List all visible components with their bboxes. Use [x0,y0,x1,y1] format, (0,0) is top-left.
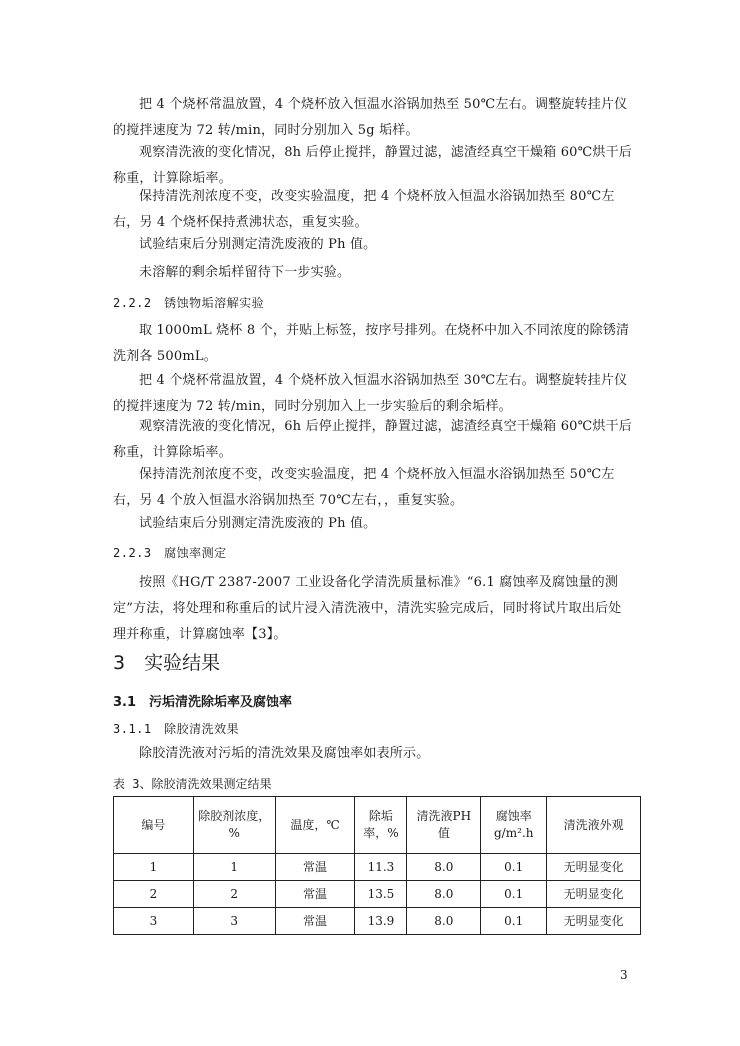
paragraph: 试验结束后分别测定清洗废液的 Ph 值。 [139,516,377,531]
table-caption: 表 3、除胶清洗效果测定结果 [113,777,272,791]
table-cell: 无明显变化 [547,881,641,908]
table-cell: 无明显变化 [547,908,641,935]
table-header-cell: 清洗液外观 [547,797,641,854]
paragraph: 取 1000mL 烧杯 8 个，并贴上标签，按序号排列。在烧杯中加入不同浓度的除锈清洗剂各 500mL。 [113,323,630,364]
paragraph: 把 4 个烧杯常温放置，4 个烧杯放入恒温水浴锅加热至 30℃左右。调整旋转挂片仪的搅拌速度为 72 转/min，同时分别加入上一步实验后的剩余垢样。 [113,373,628,414]
page-number: 3 [620,968,628,982]
table-cell: 8.0 [407,854,481,881]
paragraph: 除胶清洗液对污垢的清洗效果及腐蚀率如表所示。 [139,746,430,761]
paragraph: 观察清洗液的变化情况，6h 后停止搅拌，静置过滤，滤渣经真空干燥箱 60℃烘干后称重，计算除垢率。 [113,419,632,460]
table-cell: 0.1 [481,854,547,881]
table-cell: 13.5 [355,881,407,908]
paragraph: 未溶解的剩余垢样留待下一步实验。 [139,265,351,280]
table-cell: 常温 [275,908,355,935]
table-header-row [114,797,641,854]
table-row [114,908,641,935]
section-heading-2-2-3: 2.2.3 腐蚀率测定 [113,546,227,560]
paragraph: 试验结束后分别测定清洗废液的 Ph 值。 [139,237,377,252]
paragraph: 观察清洗液的变化情况，8h 后停止搅拌，静置过滤，滤渣经真空干燥箱 60℃烘干后称重，计算除垢率。 [113,145,632,186]
table-header-cell: 温度，℃ [275,797,355,854]
section-heading-3-1: 3.1 污垢清洗除垢率及腐蚀率 [113,695,293,710]
table-header-cell: 编号 [114,797,194,854]
results-table [113,796,641,935]
paragraph: 把 4 个烧杯常温放置，4 个烧杯放入恒温水浴锅加热至 50℃左右。调整旋转挂片仪的搅拌速度为 72 转/min，同时分别加入 5g 垢样。 [113,97,628,138]
table-row [114,881,641,908]
table-cell: 11.3 [355,854,407,881]
table-cell: 8.0 [407,881,481,908]
table-row [114,854,641,881]
paragraph: 保持清洗剂浓度不变，改变实验温度，把 4 个烧杯放入恒温水浴锅加热至 80℃左右，另 4 个烧杯保持煮沸状态，重复实验。 [113,189,615,230]
table-cell: 13.9 [355,908,407,935]
table-cell: 3 [114,908,194,935]
table-cell: 0.1 [481,908,547,935]
table-cell: 常温 [275,854,355,881]
table-cell: 1 [114,854,194,881]
table-cell: 1 [193,854,275,881]
table-cell: 2 [114,881,194,908]
table-cell: 无明显变化 [547,854,641,881]
table-cell: 0.1 [481,881,547,908]
table-cell: 常温 [275,881,355,908]
paragraph: 按照《HG/T 2387-2007 工业设备化学清洗质量标准》“6.1 腐蚀率及腐蚀量的测定”方法，将处理和称重后的试片浸入清洗液中，清洗实验完成后，同时将试片取出后处理并称重，计算腐蚀率【3】。 [113,575,622,642]
table-header-cell: 腐蚀率 g/m².h [481,797,547,854]
table-header-cell: 除垢率，% [355,797,407,854]
table-cell: 8.0 [407,908,481,935]
table-header-cell: 除胶剂浓度，% [193,797,275,854]
table-header-cell: 清洗液PH 值 [407,797,481,854]
section-heading-3-1-1: 3.1.1 除胶清洗效果 [113,722,240,736]
section-heading-3: 3 实验结果 [113,652,221,674]
table-cell: 3 [193,908,275,935]
table-cell: 2 [193,881,275,908]
section-heading-2-2-2: 2.2.2 锈蚀物垢溶解实验 [113,296,265,310]
paragraph: 保持清洗剂浓度不变，改变实验温度，把 4 个烧杯放入恒温水浴锅加热至 50℃左右，另 4 个放入恒温水浴锅加热至 70℃左右，，重复实验。 [113,467,615,508]
